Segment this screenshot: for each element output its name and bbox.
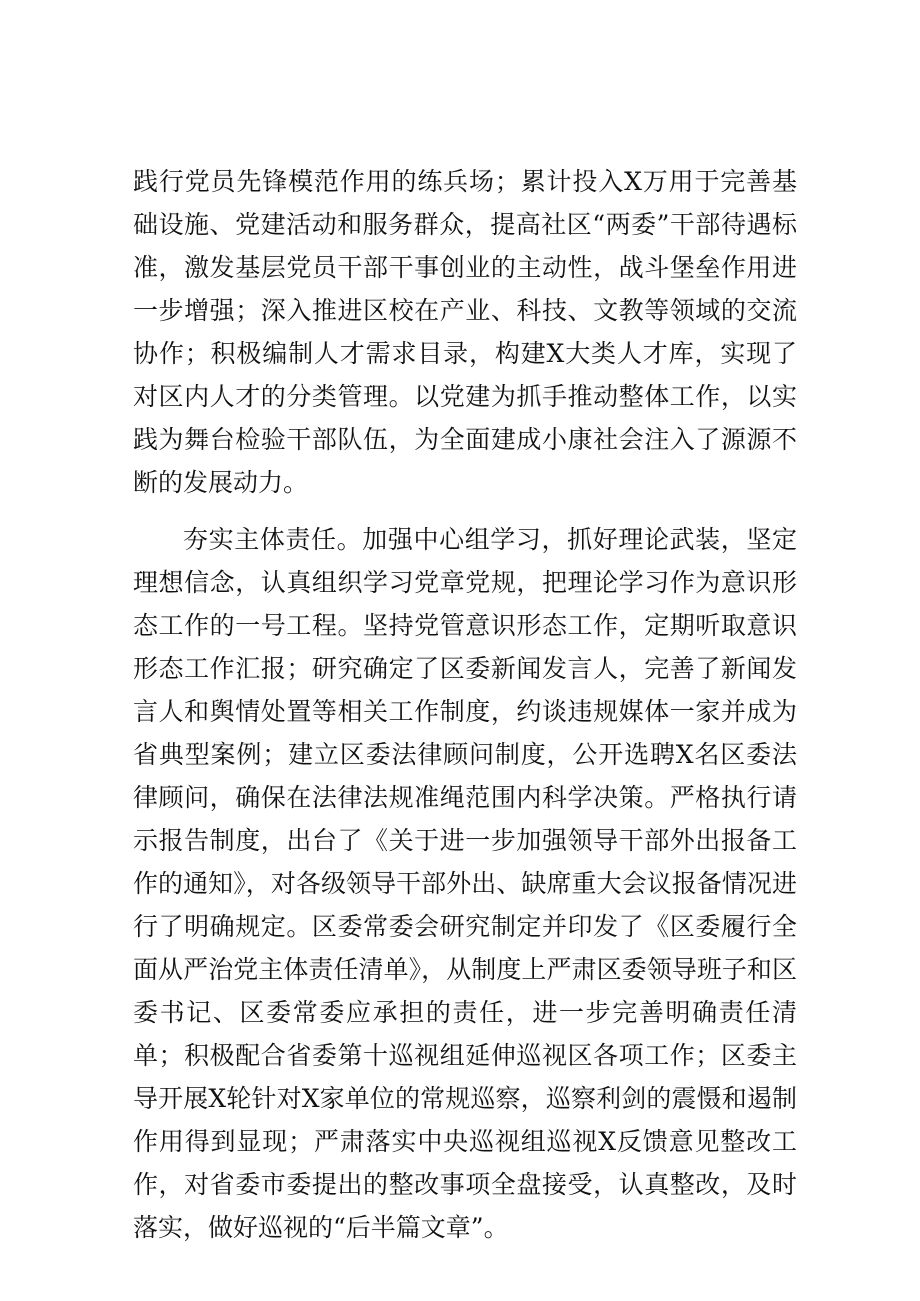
paragraph-1: 践行党员先锋模范作用的练兵场；累计投入X万用于完善基础设施、党建活动和服务群众，提高社区“两委”干部待遇标准，激发基层党员干部干事创业的主动性，战斗堡垒作用进一步增强；深入推进区校在产业、科技、文教等领域的交流协作；积极编制人才需求目录，构建X大类人才库，实现了对区内人才的分类管理。以党建为抓手推动整体工作，以实践为舞台检验干部队伍，为全面建成小康社会注入了源源不断的发展动力。 <box>133 167 797 497</box>
document-body <box>133 160 797 1263</box>
paragraph-2: 夯实主体责任。加强中心组学习，抓好理论武装，坚定理想信念，认真组织学习党章党规，把理论学习作为意识形态工作的一号工程。坚持党管意识形态工作，定期听取意识形态工作汇报；研究确定了区委新闻发言人，完善了新闻发言人和舆情处置等相关工作制度，约谈违规媒体一家并成为省典型案例；建立区委法律顾问制度，公开选聘X名区委法律顾问，确保在法律法规准绳范围内科学决策。严格执行请示报告制度，出台了《关于进一步加强领导干部外出报备工作的通知》，对各级领导干部外出、缺席重大会议报备情况进行了明确规定。区委常委会研究制定并印发了《区委履行全面从严治党主体责任清单》，从制度上严肃区委领导班子和区委书记、区委常委应承担的责任，进一步完善明确责任清单；积极配合省委第十巡视组延伸巡视区各项工作；区委主导开展X轮针对X家单位的常规巡察，巡察利剑的震慑和遏制作用得到显现；严肃落实中央巡视组巡视X反馈意见整改工作，对省委市委提出的整改事项全盘接受，认真整改，及时落实，做好巡视的“后半篇文章”。 <box>133 525 797 1242</box>
